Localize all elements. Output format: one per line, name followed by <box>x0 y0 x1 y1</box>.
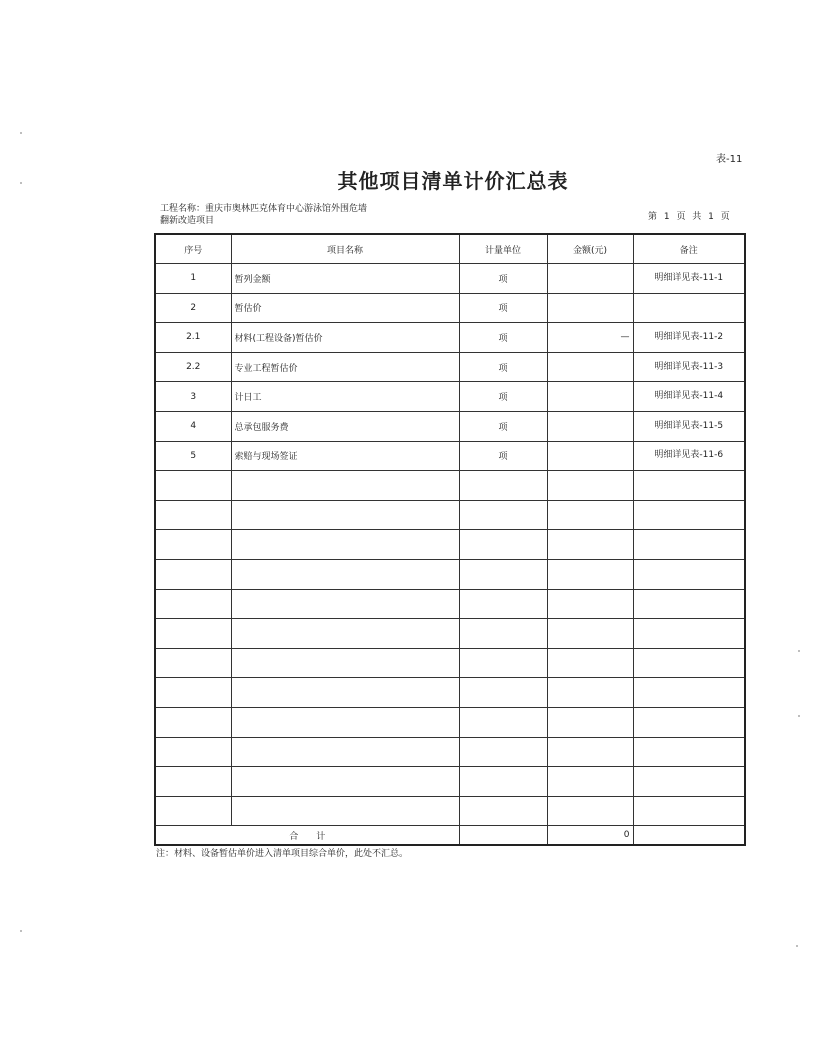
empty-cell <box>231 737 459 767</box>
empty-row <box>155 530 745 560</box>
total-label: 合 计 <box>155 826 459 846</box>
empty-row <box>155 796 745 826</box>
project-name-line2: 翻新改造项目 <box>160 216 215 226</box>
empty-cell <box>459 737 547 767</box>
cell-amount <box>547 382 633 412</box>
empty-cell <box>155 619 231 649</box>
cell-remark: 明细详见表-11-3 <box>633 352 745 382</box>
empty-cell <box>155 648 231 678</box>
empty-cell <box>547 619 633 649</box>
empty-cell <box>633 471 745 501</box>
empty-cell <box>459 707 547 737</box>
project-name <box>160 203 367 227</box>
cell-amount <box>547 352 633 382</box>
empty-cell <box>155 500 231 530</box>
empty-cell <box>155 796 231 826</box>
cell-no: 2.1 <box>155 323 231 353</box>
empty-cell <box>231 471 459 501</box>
project-name-line1: 工程名称：重庆市奥林匹克体育中心游泳馆外围危墙 <box>160 204 368 214</box>
cell-name: 暂估价 <box>231 293 459 323</box>
scan-speck <box>798 650 800 652</box>
empty-row <box>155 678 745 708</box>
cell-unit: 项 <box>459 264 547 294</box>
cell-amount <box>547 293 633 323</box>
cell-unit: 项 <box>459 323 547 353</box>
scan-speck <box>796 945 798 947</box>
empty-cell <box>459 530 547 560</box>
empty-cell <box>155 589 231 619</box>
empty-cell <box>459 678 547 708</box>
page-title: 其他项目清单计价汇总表 <box>337 169 569 193</box>
empty-cell <box>459 648 547 678</box>
footnote: 注：材料、设备暂估单价进入清单项目综合单价，此处不汇总。 <box>156 849 409 859</box>
cell-amount <box>547 411 633 441</box>
empty-cell <box>459 559 547 589</box>
scan-speck <box>20 132 22 134</box>
empty-cell <box>633 737 745 767</box>
cell-no: 1 <box>155 264 231 294</box>
empty-row <box>155 559 745 589</box>
table-row <box>155 441 745 471</box>
table-row <box>155 293 745 323</box>
total-amount: 0 <box>547 826 633 846</box>
empty-cell <box>633 500 745 530</box>
column-header-amount: 金额(元) <box>547 234 633 264</box>
cell-unit: 项 <box>459 411 547 441</box>
summary-table-container <box>154 233 744 846</box>
cell-remark: 明细详见表-11-6 <box>633 441 745 471</box>
empty-cell <box>155 707 231 737</box>
empty-cell <box>633 619 745 649</box>
empty-cell <box>459 796 547 826</box>
empty-cell <box>231 559 459 589</box>
table-header-row <box>155 234 745 264</box>
empty-cell <box>155 678 231 708</box>
empty-row <box>155 619 745 649</box>
table-row <box>155 382 745 412</box>
empty-row <box>155 471 745 501</box>
cell-name: 暂列金额 <box>231 264 459 294</box>
scan-speck <box>20 182 22 184</box>
cell-amount: — <box>547 323 633 353</box>
empty-cell <box>231 500 459 530</box>
cell-unit: 项 <box>459 293 547 323</box>
cell-name: 材料(工程设备)暂估价 <box>231 323 459 353</box>
empty-cell <box>231 678 459 708</box>
empty-row <box>155 589 745 619</box>
cell-remark: 明细详见表-11-4 <box>633 382 745 412</box>
column-header-remark: 备注 <box>633 234 745 264</box>
empty-cell <box>231 648 459 678</box>
empty-cell <box>231 530 459 560</box>
empty-cell <box>231 767 459 797</box>
empty-row <box>155 767 745 797</box>
empty-cell <box>633 530 745 560</box>
column-header-unit: 计量单位 <box>459 234 547 264</box>
empty-cell <box>155 559 231 589</box>
total-remark-cell <box>633 826 745 846</box>
empty-cell <box>633 589 745 619</box>
empty-row <box>155 707 745 737</box>
table-row <box>155 264 745 294</box>
empty-cell <box>231 707 459 737</box>
total-row <box>155 826 745 846</box>
cell-remark <box>633 293 745 323</box>
cell-name: 专业工程暂估价 <box>231 352 459 382</box>
cell-unit: 项 <box>459 352 547 382</box>
empty-cell <box>459 767 547 797</box>
cell-name: 总承包服务费 <box>231 411 459 441</box>
cell-unit: 项 <box>459 382 547 412</box>
page-info: 第 1 页 共 1 页 <box>648 212 730 222</box>
empty-cell <box>155 471 231 501</box>
cell-remark: 明细详见表-11-2 <box>633 323 745 353</box>
empty-cell <box>547 559 633 589</box>
empty-cell <box>633 796 745 826</box>
table-row <box>155 323 745 353</box>
cell-no: 5 <box>155 441 231 471</box>
cell-name: 计日工 <box>231 382 459 412</box>
empty-cell <box>633 559 745 589</box>
empty-cell <box>155 737 231 767</box>
empty-cell <box>547 796 633 826</box>
empty-cell <box>459 500 547 530</box>
scan-speck <box>20 930 22 932</box>
empty-row <box>155 648 745 678</box>
empty-cell <box>231 619 459 649</box>
table-row <box>155 411 745 441</box>
empty-cell <box>231 796 459 826</box>
empty-cell <box>231 589 459 619</box>
total-unit-cell <box>459 826 547 846</box>
cell-unit: 项 <box>459 441 547 471</box>
empty-cell <box>547 707 633 737</box>
empty-cell <box>547 767 633 797</box>
empty-cell <box>547 500 633 530</box>
table-code: 表-11 <box>716 154 743 165</box>
empty-row <box>155 500 745 530</box>
cell-no: 3 <box>155 382 231 412</box>
empty-cell <box>459 471 547 501</box>
table-row <box>155 352 745 382</box>
empty-cell <box>155 767 231 797</box>
cell-name: 索赔与现场签证 <box>231 441 459 471</box>
empty-cell <box>547 471 633 501</box>
column-header-no: 序号 <box>155 234 231 264</box>
cell-remark: 明细详见表-11-5 <box>633 411 745 441</box>
empty-cell <box>633 767 745 797</box>
empty-cell <box>547 737 633 767</box>
empty-cell <box>633 678 745 708</box>
empty-cell <box>459 589 547 619</box>
scan-speck <box>798 715 800 717</box>
empty-cell <box>547 648 633 678</box>
cell-remark: 明细详见表-11-1 <box>633 264 745 294</box>
empty-cell <box>459 619 547 649</box>
cell-no: 2.2 <box>155 352 231 382</box>
cell-amount <box>547 441 633 471</box>
cell-amount <box>547 264 633 294</box>
empty-cell <box>633 707 745 737</box>
empty-cell <box>547 589 633 619</box>
column-header-name: 项目名称 <box>231 234 459 264</box>
empty-cell <box>633 648 745 678</box>
empty-cell <box>155 530 231 560</box>
empty-cell <box>547 678 633 708</box>
cell-no: 2 <box>155 293 231 323</box>
summary-table <box>154 233 746 846</box>
empty-row <box>155 737 745 767</box>
cell-no: 4 <box>155 411 231 441</box>
empty-cell <box>547 530 633 560</box>
